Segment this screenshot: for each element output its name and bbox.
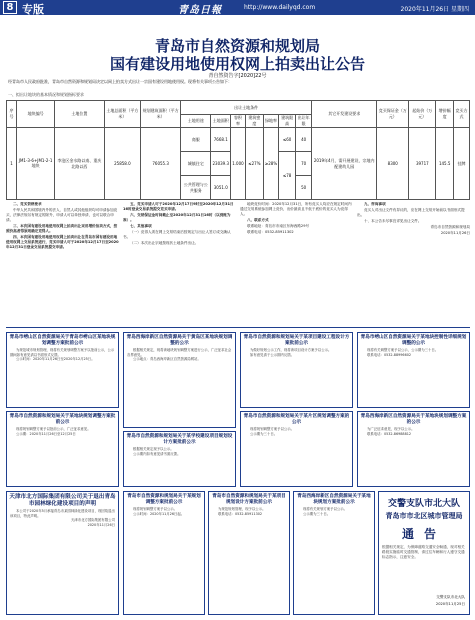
- ad-body: [7, 427, 118, 436]
- th-bid-type: 竞买方式: [454, 101, 470, 128]
- ad-title: 通告: [401, 527, 446, 541]
- ad-body: [124, 507, 204, 516]
- ad-body: [358, 427, 469, 436]
- ad-body: [241, 427, 352, 436]
- divider: [6, 327, 470, 328]
- ad-line: 公示期为三十日。: [250, 431, 278, 436]
- ad-line: 公示期内如有意见请书面反馈。: [133, 451, 181, 456]
- ad-line: 根据相关规定，现将该地块规划调整方案进行公示，广泛征求社会各界意见。: [127, 348, 232, 357]
- cell-usage-3: 公共管理与公共服务: [180, 176, 211, 200]
- page-title-line2: 国有建设用地使用权网上拍卖出让公告: [109, 55, 365, 73]
- notice-ad: [357, 411, 470, 487]
- text-column-3: [240, 202, 353, 324]
- ad-line: 根据相关规定现予以公示。: [133, 447, 174, 451]
- ad-line: 联系电话：0532-88996602: [367, 352, 412, 357]
- ad-headline: 青岛西海岸新区自然资源局关于黄岛区某地块规划调整的公示: [126, 335, 233, 346]
- ad-line: 为做好规划公示工作，现将该项目设计方案予以公示。: [250, 348, 332, 352]
- page-title-line1: 青岛市自然资源和规划局: [154, 37, 320, 55]
- cell-term-2: 70: [296, 152, 312, 176]
- cell-usage-1: 商服: [180, 128, 211, 152]
- ad-org-2: 青岛市市北区城市管理局: [385, 512, 463, 520]
- ad-line: 现将有关规划方案予以公示。: [303, 507, 348, 511]
- th-height: 建筑限高: [279, 115, 296, 128]
- site-url[interactable]: http://www.dailyqd.com: [244, 4, 316, 11]
- col1-para: 中华人民共和国境内外的法人、自然人或其他组织均可申请参加竞买，法律法规另有规定的除外，申请人可以单独申请，也可以联合申请。: [6, 208, 118, 222]
- ad-line: 为广泛征求意见，现予以公示。: [367, 427, 415, 431]
- cell-area-2: 23039.3: [211, 152, 231, 176]
- th-no: 序号: [7, 101, 17, 128]
- col4-para: 九、咨询事项: [364, 202, 386, 206]
- cell-parcel: JM1-3-6+JM1-2-1 地块: [16, 128, 54, 200]
- ad-headline: 天津市北方国际集团有限公司关于退出青岛市园林绿化建设项目的声明: [9, 494, 116, 507]
- col4-para: 青岛市自然资源和规划局: [430, 225, 470, 229]
- ad-body: 根据相关规定，为保障道路交通安全畅通，现对相关路段实施临时交通管制，请过往车辆和行人遵守交通标志指示，注意安全。: [382, 545, 465, 559]
- cell-start-price: 39717: [409, 128, 436, 200]
- ad-headline: 青岛市自然资源和规划局关于某规划调整方案批前公示: [127, 494, 201, 505]
- notice-ad: [240, 411, 353, 487]
- text-column-4: [357, 202, 470, 324]
- ad-headline: 青岛市自然资源和规划局关于某项目建设工程设计方案批前公示: [243, 335, 350, 346]
- cell-area-1: 7668.1: [211, 128, 231, 152]
- ad-line: 公示地点：青岛西海岸新区自然资源局网站。: [133, 357, 201, 362]
- notice-ad: [6, 411, 119, 487]
- col2-para: 六、交纳保证金时间截止至2020年12月31日16时（以到账为准）。: [123, 213, 231, 222]
- th-density: 建筑密度: [245, 115, 263, 128]
- ad-date: 2020年11月25日: [435, 602, 465, 606]
- col3-para: 联系电话：0532-85911302: [247, 230, 294, 234]
- ad-line: 联系电话：0532-86988812: [367, 431, 412, 436]
- cell-requirement: 2019年4月，需开展建设，宗地内配建幼儿园: [312, 128, 377, 200]
- page-header: [0, 0, 475, 15]
- th-usage-area: 土地面积: [211, 115, 231, 128]
- notice-ad: [240, 332, 353, 408]
- th-landarea: 规划建筑面积（平方米）: [141, 101, 181, 128]
- ad-headline: 青岛市自然资源和规划局关于某项目规划设计方案批前公示: [212, 494, 286, 505]
- ad-body: [294, 507, 374, 516]
- notice-ad: [6, 332, 119, 408]
- ad-headline: 青岛市崂山区自然资源局关于某地块控制性详细规划调整的公示: [360, 335, 467, 346]
- ad-line: 公示期为三十日。: [303, 511, 331, 516]
- notice-ad: [123, 332, 236, 428]
- th-usage: 土地用途: [180, 115, 211, 128]
- ad-line: 现将规划调整方案予以公示。: [250, 427, 295, 431]
- ad-headline: 青岛西海岸新区自然资源局关于某地块规划调整方案的公示: [360, 414, 467, 425]
- parcel-table: [6, 100, 470, 200]
- col2-para: 五、竞买申请人可于2020年12月17日9时至2020年12月31日16时登录交易系统提交竞买申请。: [123, 202, 234, 211]
- traffic-notice-ad: [378, 491, 470, 615]
- notice-ad: [293, 491, 375, 615]
- col1-para: 二、竞买资格要求: [13, 202, 42, 206]
- ad-headline: 青岛市崂山区自然资源局关于青岛市崂山区某地块规划调整方案批前公示: [9, 335, 116, 346]
- th-parcel: 地块编号: [16, 101, 54, 128]
- th-area: 土地总面积（平方米）: [104, 101, 141, 128]
- newspaper-logo: 青岛日報: [178, 5, 222, 16]
- ad-headline: 青岛市自然资源和规划局关于某片区规划调整方案的公示: [243, 414, 350, 425]
- ad-line: 现将有关调整方案予以公示，公示期为三十日。: [367, 348, 439, 352]
- cell-increment: 145.5: [436, 128, 454, 200]
- col1-para: 三、本次国有建设用地使用权网上拍卖出让采用增价拍卖方式，按照价高者得原则确定竞得人。: [6, 224, 118, 233]
- cell-bid-type: 挂牌: [454, 128, 470, 200]
- ad-line: 联系电话：0532-85911302: [218, 511, 263, 516]
- ad-body: [7, 509, 118, 527]
- notice-ad: [208, 491, 290, 615]
- lead-paragraph: 经青岛市人民政府批准，青岛市自然资源和规划局决定以网上拍卖方式出让一宗国有建设用地使用权。现将有关事项公告如下：: [8, 79, 232, 84]
- cell-green: ≥28%: [263, 128, 278, 200]
- th-plan: 出让土地条件: [180, 101, 311, 115]
- col3-para: 八、联系方式: [247, 218, 269, 222]
- ad-line: 天津市北方国际集团有限公司: [70, 518, 115, 523]
- notice-ad: [6, 491, 119, 615]
- ad-body: [209, 507, 289, 516]
- ad-headline: 青岛市自然资源和规划局关于某学校建设项目规划设计方案批前公示: [126, 434, 233, 445]
- cell-area-3: 3051.0: [211, 176, 231, 200]
- notice-ad: [123, 431, 236, 487]
- ad-line: 如有意见请于公示期内反馈。: [250, 352, 295, 357]
- ad-org-1: 交警支队市北大队: [387, 499, 460, 509]
- col4-para: 十、本公告未尽事宜详见出让文件。: [364, 219, 422, 223]
- cell-landarea: 76055.3: [141, 128, 181, 200]
- issue-date: 2020年11月26日 星期四: [400, 6, 469, 13]
- th-location: 土地位置: [55, 101, 104, 128]
- ad-headline: 青岛西海岸新区自然资源局关于某地块规划方案批前公示: [297, 494, 371, 505]
- col2-para: 七、其他事项: [130, 224, 152, 228]
- ad-line: 现将规划调整方案予以公示。: [133, 507, 178, 511]
- ad-line: 公示期：2020年11月26日至12月25日: [16, 431, 76, 436]
- ad-line: 为规范规划管理，现予以公示。: [218, 507, 266, 511]
- th-requirement: 其它开发建设要求: [312, 101, 377, 128]
- lead-subheading: 一、拟出让地块的基本情况和规划指标要求: [8, 92, 84, 97]
- th-ratio: 容积率: [231, 115, 246, 128]
- th-deposit: 竞买保证金（万元）: [377, 101, 409, 128]
- th-increment: 增价幅度: [436, 101, 454, 128]
- cell-term-3: 50: [296, 176, 312, 200]
- cell-no: 1: [7, 128, 17, 200]
- th-term: 出让年限: [296, 115, 312, 128]
- cell-deposit: 8300: [377, 128, 409, 200]
- cell-height-1: ≤60: [279, 128, 296, 152]
- cell-term-1: 40: [296, 128, 312, 152]
- notice-ad: [123, 491, 205, 615]
- col3-para: 联系地址：青岛市市南区东海西路29号: [247, 224, 310, 228]
- cell-ratio: 1.000: [231, 128, 246, 200]
- th-start-price: 起始价（万元）: [409, 101, 436, 128]
- ad-body: [124, 348, 235, 362]
- ad-body: [358, 348, 469, 357]
- th-green: 绿地率: [263, 115, 278, 128]
- cell-height-2: ≤78: [279, 152, 296, 200]
- ad-line: 本公司于2020年5月承接青岛市某园林绿化建设项目，现因故退出该项目，特此声明。: [10, 509, 115, 518]
- col1-para: 四、本次国有建设用地使用权网上拍卖出让在青岛市国有建设用地使用权网上交易系统进行，竞买申请人可于2020年12月17日至2020年12月31日登录交易系统提交申请。: [6, 235, 119, 249]
- cell-area: 25858.0: [104, 128, 141, 200]
- ad-line: 现将规划调整方案予以批前公示，广泛征求意见。: [16, 427, 91, 431]
- col4-para: 竞买人对出让文件有异议的，应在网上交易开始前以书面形式提出。: [357, 208, 465, 217]
- ad-body: [241, 348, 352, 357]
- cell-location: 李沧区金水路以南、重庆北路以西: [55, 128, 104, 200]
- ad-body: [124, 447, 235, 456]
- col4-para: 2020年11月26日: [440, 231, 470, 235]
- ad-line: 2020年11月26日: [87, 522, 115, 527]
- notice-number: 青自然资告字[2020]22号: [208, 73, 267, 79]
- cell-usage-2: 城镇住宅: [180, 152, 211, 176]
- col2-para: （一）竞得人须在网上交易结束后按规定与出让人签订成交确认书。: [123, 230, 231, 239]
- text-column-2: [123, 202, 236, 324]
- ad-body: [7, 348, 118, 362]
- ad-signature: 交警支队市北大队: [436, 595, 465, 599]
- cell-density: ≤27%: [245, 128, 263, 200]
- notice-ad: [357, 332, 470, 408]
- ad-line: 公示时间：2020年11月26日至2020年12月25日。: [16, 357, 95, 362]
- ad-headline: 青岛市自然资源和规划局关于某地块规划调整方案批前公示: [9, 414, 116, 425]
- col2-para: （二）本次出让宗地按现状土地条件出让。: [130, 241, 199, 245]
- ad-line: 公示时间：2020年11月26日起。: [133, 511, 185, 516]
- page-number: 8: [3, 1, 17, 14]
- section-label: 专版: [22, 3, 44, 16]
- col3-para: 地块竞价时间：2020年12月31日，所有竞买人均应在规定时间内通过交易系统参加网上竞价，出价最高且不低于底价的竞买人为竞得人。: [240, 202, 352, 216]
- ad-line: 为规范城市规划管理，现将有关规划调整方案予以批前公示，公示期间如有意见请以书面形式反馈。: [10, 348, 115, 357]
- text-column-1: [6, 202, 119, 324]
